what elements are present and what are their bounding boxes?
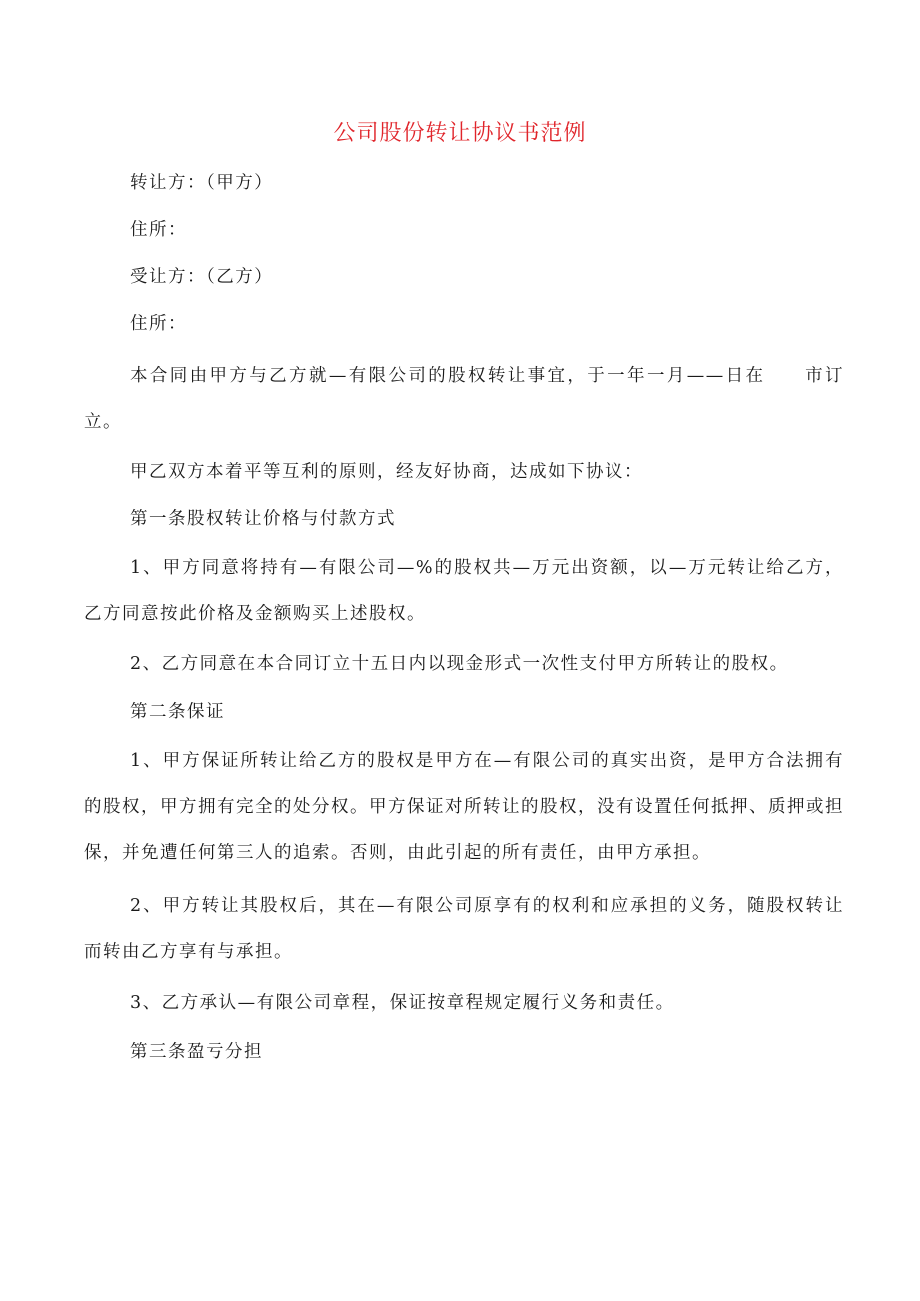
article-1-clause-1: 1、甲方同意将持有—有限公司—%的股权共—万元出资额，以—万元转让给乙方，乙方同意按此价格及金额购买上述股权。 bbox=[84, 558, 844, 624]
article-1-heading: 第一条股权转让价格与付款方式 bbox=[130, 509, 396, 529]
transferee-line: 受让方：（乙方） bbox=[130, 267, 274, 287]
page-title: 公司股份转让协议书范例 bbox=[333, 121, 587, 146]
agreement-basis-paragraph: 甲乙双方本着平等互利的原则，经友好协商，达成如下协议： bbox=[130, 462, 643, 482]
transferee-address: 住所： bbox=[130, 314, 187, 334]
article-3-heading: 第三条盈亏分担 bbox=[130, 1042, 263, 1062]
article-2-clause-1: 1、甲方保证所转让给乙方的股权是甲方在—有限公司的真实出资，是甲方合法拥有的股权，甲方拥有完全的处分权。甲方保证对所转让的股权，没有设置任何抵押、质押或担保，并免遭任何第三人的追索。否则，由此引起的所有责任，由甲方承担。 bbox=[84, 751, 844, 863]
article-2-heading: 第二条保证 bbox=[130, 702, 225, 722]
article-2-clause-3: 3、乙方承认—有限公司章程，保证按章程规定履行义务和责任。 bbox=[130, 993, 675, 1013]
transferor-line: 转让方：（甲方） bbox=[130, 173, 274, 193]
article-2-clause-2: 2、甲方转让其股权后，其在—有限公司原享有的权利和应承担的义务，随股权转让而转由乙方享有与承担。 bbox=[84, 896, 844, 962]
transferor-address: 住所： bbox=[130, 220, 187, 240]
contract-intro-paragraph: 本合同由甲方与乙方就—有限公司的股权转让事宜，于一年一月——日在 市订立。 bbox=[84, 366, 844, 432]
article-1-clause-2: 2、乙方同意在本合同订立十五日内以现金形式一次性支付甲方所转让的股权。 bbox=[130, 654, 789, 674]
